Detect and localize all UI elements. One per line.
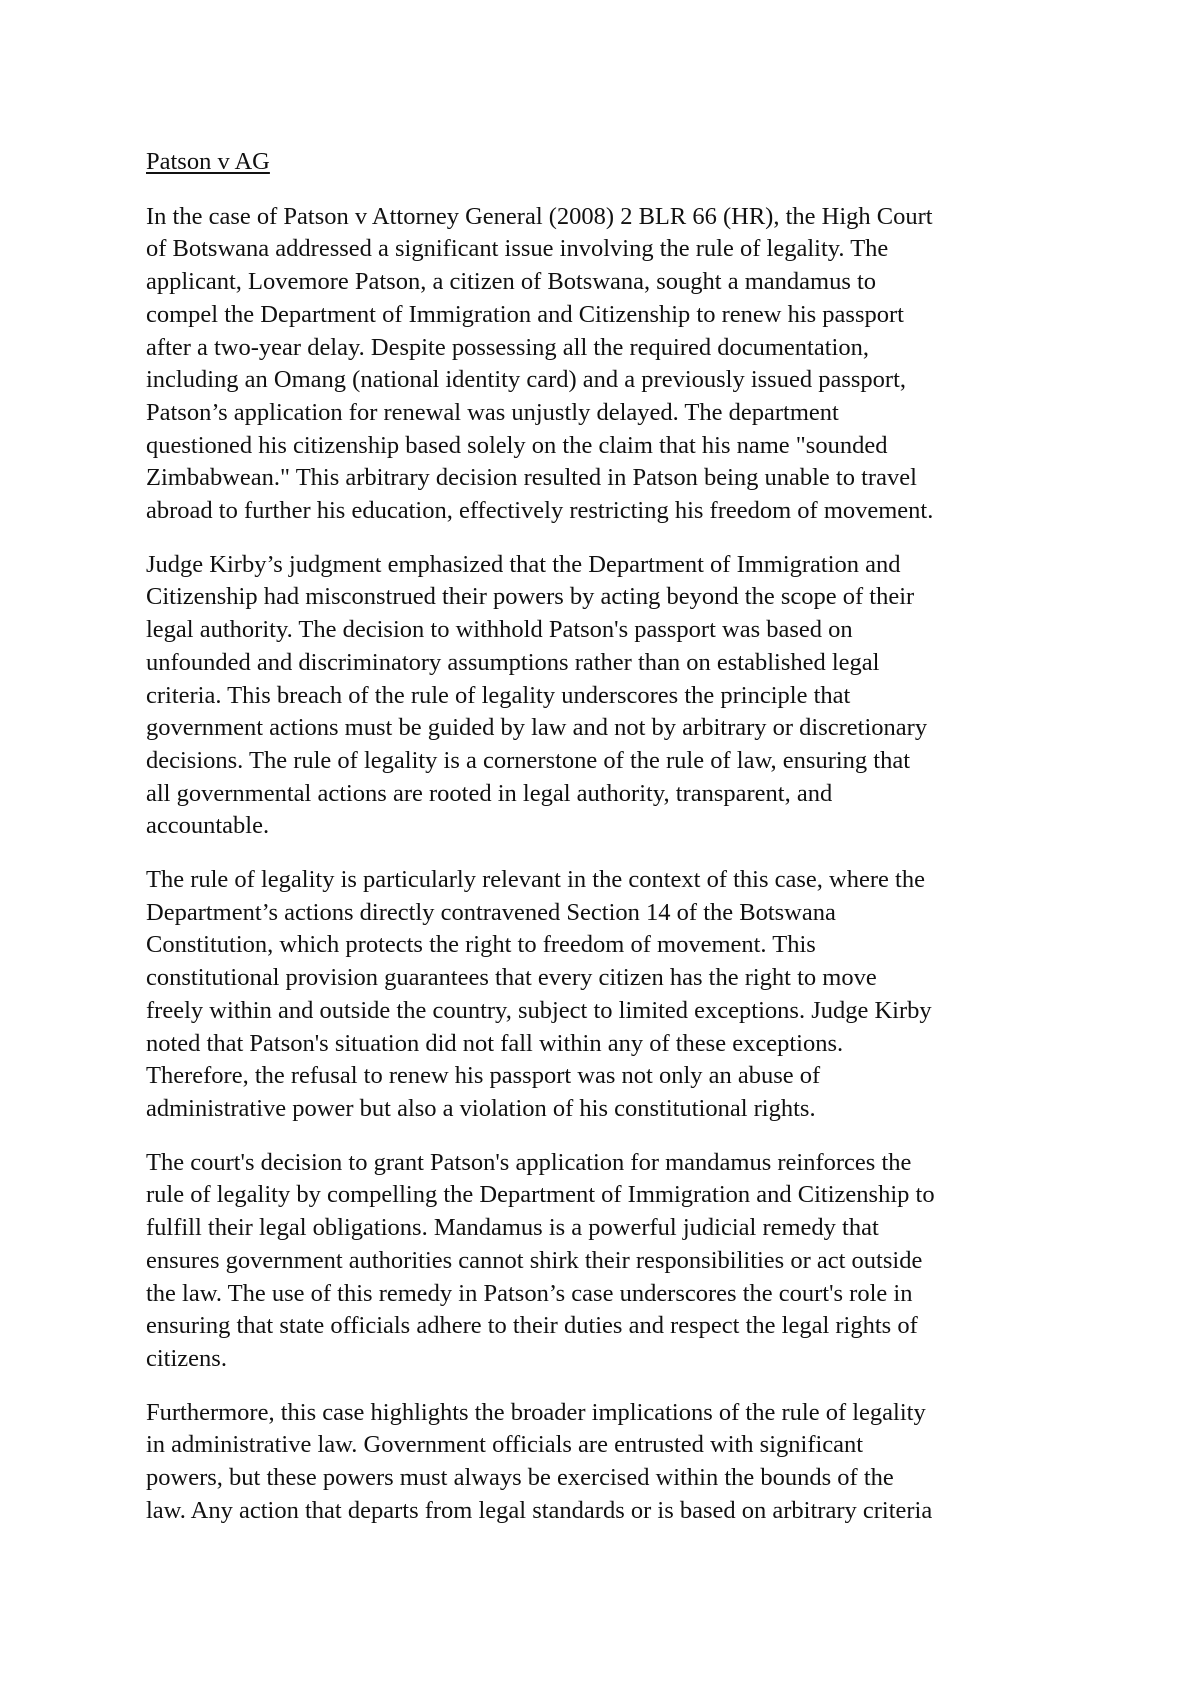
text-line: in administrative law. Government officials are entrusted with significant bbox=[146, 1431, 864, 1459]
paragraph-container bbox=[146, 201, 1076, 1528]
text-line: The rule of legality is particularly relevant in the context of this case, where the bbox=[146, 866, 925, 894]
paragraph bbox=[146, 549, 1076, 843]
text-line: Therefore, the refusal to renew his passport was not only an abuse of bbox=[146, 1062, 821, 1090]
text-line: abroad to further his education, effectively restricting his freedom of movement. bbox=[146, 497, 934, 525]
text-line: after a two-year delay. Despite possessing all the required documentation, bbox=[146, 333, 869, 361]
text-line: freely within and outside the country, subject to limited exceptions. Judge Kirby bbox=[146, 996, 932, 1024]
text-line: unfounded and discriminatory assumptions rather than on established legal bbox=[146, 648, 880, 676]
text-line: fulfill their legal obligations. Mandamus is a powerful judicial remedy that bbox=[146, 1214, 879, 1242]
text-line: powers, but these powers must always be exercised within the bounds of the bbox=[146, 1464, 894, 1492]
text-line: questioned his citizenship based solely on the claim that his name "sounded bbox=[146, 431, 888, 459]
text-line: of Botswana addressed a significant issue involving the rule of legality. The bbox=[146, 235, 889, 263]
text-line: ensures government authorities cannot shirk their responsibilities or act outside bbox=[146, 1246, 923, 1274]
text-line: government actions must be guided by law and not by arbitrary or discretionary bbox=[146, 714, 928, 742]
text-line: applicant, Lovemore Patson, a citizen of Botswana, sought a mandamus to bbox=[146, 268, 877, 296]
text-line: Citizenship had misconstrued their powers by acting beyond the scope of their bbox=[146, 583, 915, 611]
paragraph bbox=[146, 1397, 1076, 1528]
paragraph bbox=[146, 201, 1076, 528]
text-line: administrative power but also a violation of his constitutional rights. bbox=[146, 1094, 816, 1122]
text-line: decisions. The rule of legality is a cornerstone of the rule of law, ensuring that bbox=[146, 746, 911, 774]
text-line: Furthermore, this case highlights the broader implications of the rule of legality bbox=[146, 1398, 926, 1426]
text-line: including an Omang (national identity card) and a previously issued passport, bbox=[146, 366, 907, 394]
text-line: citizens. bbox=[146, 1344, 227, 1372]
text-line: Judge Kirby’s judgment emphasized that the Department of Immigration and bbox=[146, 550, 901, 578]
paragraph bbox=[146, 864, 1076, 1126]
document-body bbox=[146, 146, 1076, 1548]
text-line: compel the Department of Immigration and Citizenship to renew his passport bbox=[146, 300, 904, 328]
text-line: the law. The use of this remedy in Patson’s case underscores the court's role in bbox=[146, 1279, 913, 1307]
text-line: criteria. This breach of the rule of legality underscores the principle that bbox=[146, 681, 851, 709]
text-line: Zimbabwean." This arbitrary decision resulted in Patson being unable to travel bbox=[146, 464, 917, 492]
text-line: rule of legality by compelling the Department of Immigration and Citizenship to bbox=[146, 1181, 935, 1209]
text-line: legal authority. The decision to withhold Patson's passport was based on bbox=[146, 616, 853, 644]
text-line: The court's decision to grant Patson's application for mandamus reinforces the bbox=[146, 1148, 912, 1176]
text-line: accountable. bbox=[146, 812, 270, 840]
document-title: Patson v AG bbox=[146, 148, 270, 175]
text-line: In the case of Patson v Attorney General (2008) 2 BLR 66 (HR), the High Court bbox=[146, 202, 933, 230]
text-line: constitutional provision guarantees that every citizen has the right to move bbox=[146, 964, 877, 992]
text-line: Department’s actions directly contravened Section 14 of the Botswana bbox=[146, 898, 836, 926]
text-line: Constitution, which protects the right to freedom of movement. This bbox=[146, 931, 816, 959]
text-line: ensuring that state officials adhere to their duties and respect the legal rights of bbox=[146, 1312, 918, 1340]
text-line: all governmental actions are rooted in legal authority, transparent, and bbox=[146, 779, 833, 807]
text-line: noted that Patson's situation did not fall within any of these exceptions. bbox=[146, 1029, 844, 1057]
text-line: law. Any action that departs from legal standards or is based on arbitrary criteria bbox=[146, 1496, 933, 1524]
paragraph bbox=[146, 1147, 1076, 1376]
text-line: Patson’s application for renewal was unjustly delayed. The department bbox=[146, 398, 839, 426]
